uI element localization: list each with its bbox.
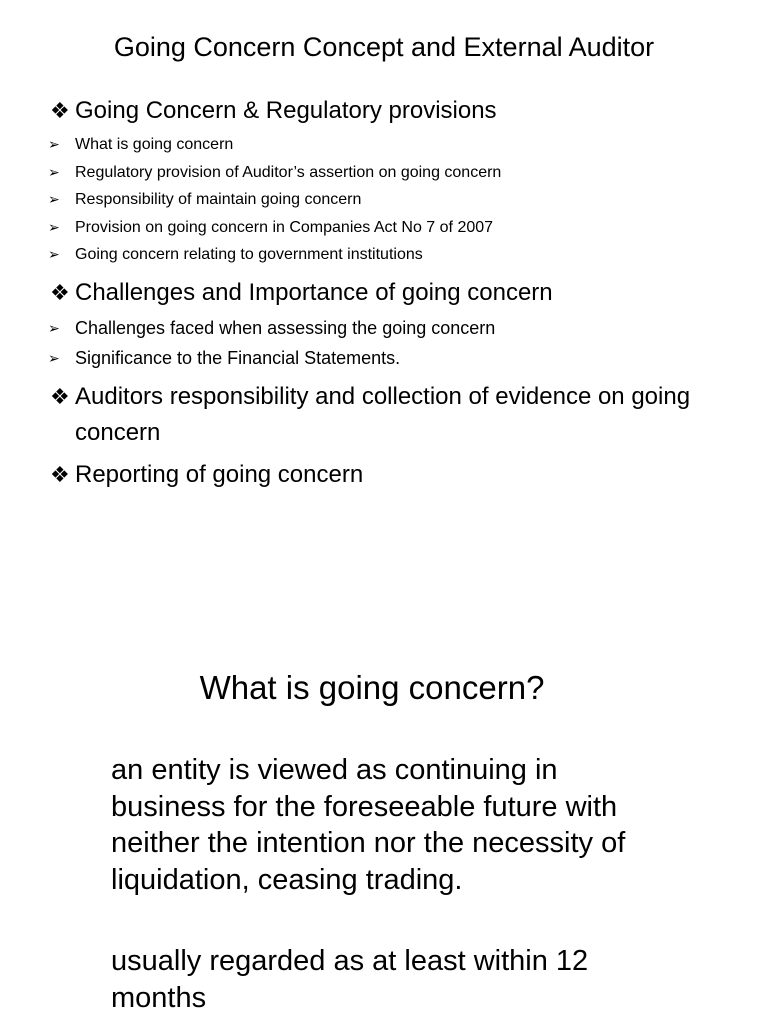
section-heading: [50, 93, 740, 129]
section-heading: [50, 379, 740, 451]
section-heading: [50, 275, 740, 311]
list-item-text: Responsibility of maintain going concern: [75, 191, 362, 208]
list-item-text: Going concern relating to government institutions: [75, 246, 423, 263]
list-item: [48, 131, 748, 159]
list-item: [48, 313, 748, 343]
list-item-text: What is going concern: [75, 136, 234, 153]
section-heading-text: Reporting of going concern: [75, 461, 364, 488]
list-item: [48, 159, 748, 187]
diamond-bullet-icon: ❖: [50, 462, 70, 487]
arrow-bullet-icon: ➢: [48, 191, 60, 207]
list-item-text: Significance to the Financial Statements.: [75, 348, 401, 368]
arrow-bullet-icon: ➢: [48, 246, 60, 262]
sub-bullet-list: [48, 131, 748, 269]
section-heading-text: Auditors responsibility and collection of evidence on going concern: [75, 383, 691, 446]
list-item: [48, 241, 748, 269]
list-item: [48, 343, 748, 373]
slide-title: What is going concern?: [199, 669, 545, 706]
section-heading: [50, 457, 740, 493]
arrow-bullet-icon: ➢: [48, 218, 60, 235]
list-item: [48, 186, 748, 214]
sub-bullet-list: [48, 313, 748, 373]
list-item-text: Challenges faced when assessing the going concern: [75, 318, 496, 338]
section-heading-text: Challenges and Importance of going concern: [75, 279, 553, 306]
arrow-bullet-icon: ➢: [48, 163, 60, 180]
list-item: [48, 214, 748, 242]
list-item-text: Provision on going concern in Companies Act No 7 of 2007: [75, 218, 494, 236]
diamond-bullet-icon: ❖: [50, 384, 70, 409]
section-heading-text: Going Concern & Regulatory provisions: [75, 97, 497, 124]
diamond-bullet-icon: ❖: [50, 280, 70, 305]
slide-title: Going Concern Concept and External Auditor: [113, 32, 655, 62]
diamond-bullet-icon: ❖: [50, 98, 70, 123]
definition-paragraph: an entity is viewed as continuing in business for the foreseeable future with neither the intention nor the necessity of liquidation, ceasing trading.: [111, 754, 626, 896]
slide-definition: [0, 512, 768, 1024]
arrow-bullet-icon: ➢: [48, 320, 60, 336]
arrow-bullet-icon: ➢: [48, 350, 60, 366]
definition-paragraph: usually regarded as at least within 12 months: [111, 945, 589, 1014]
arrow-bullet-icon: ➢: [48, 136, 60, 152]
list-item-text: Regulatory provision of Auditor’s assertion on going concern: [75, 163, 502, 181]
